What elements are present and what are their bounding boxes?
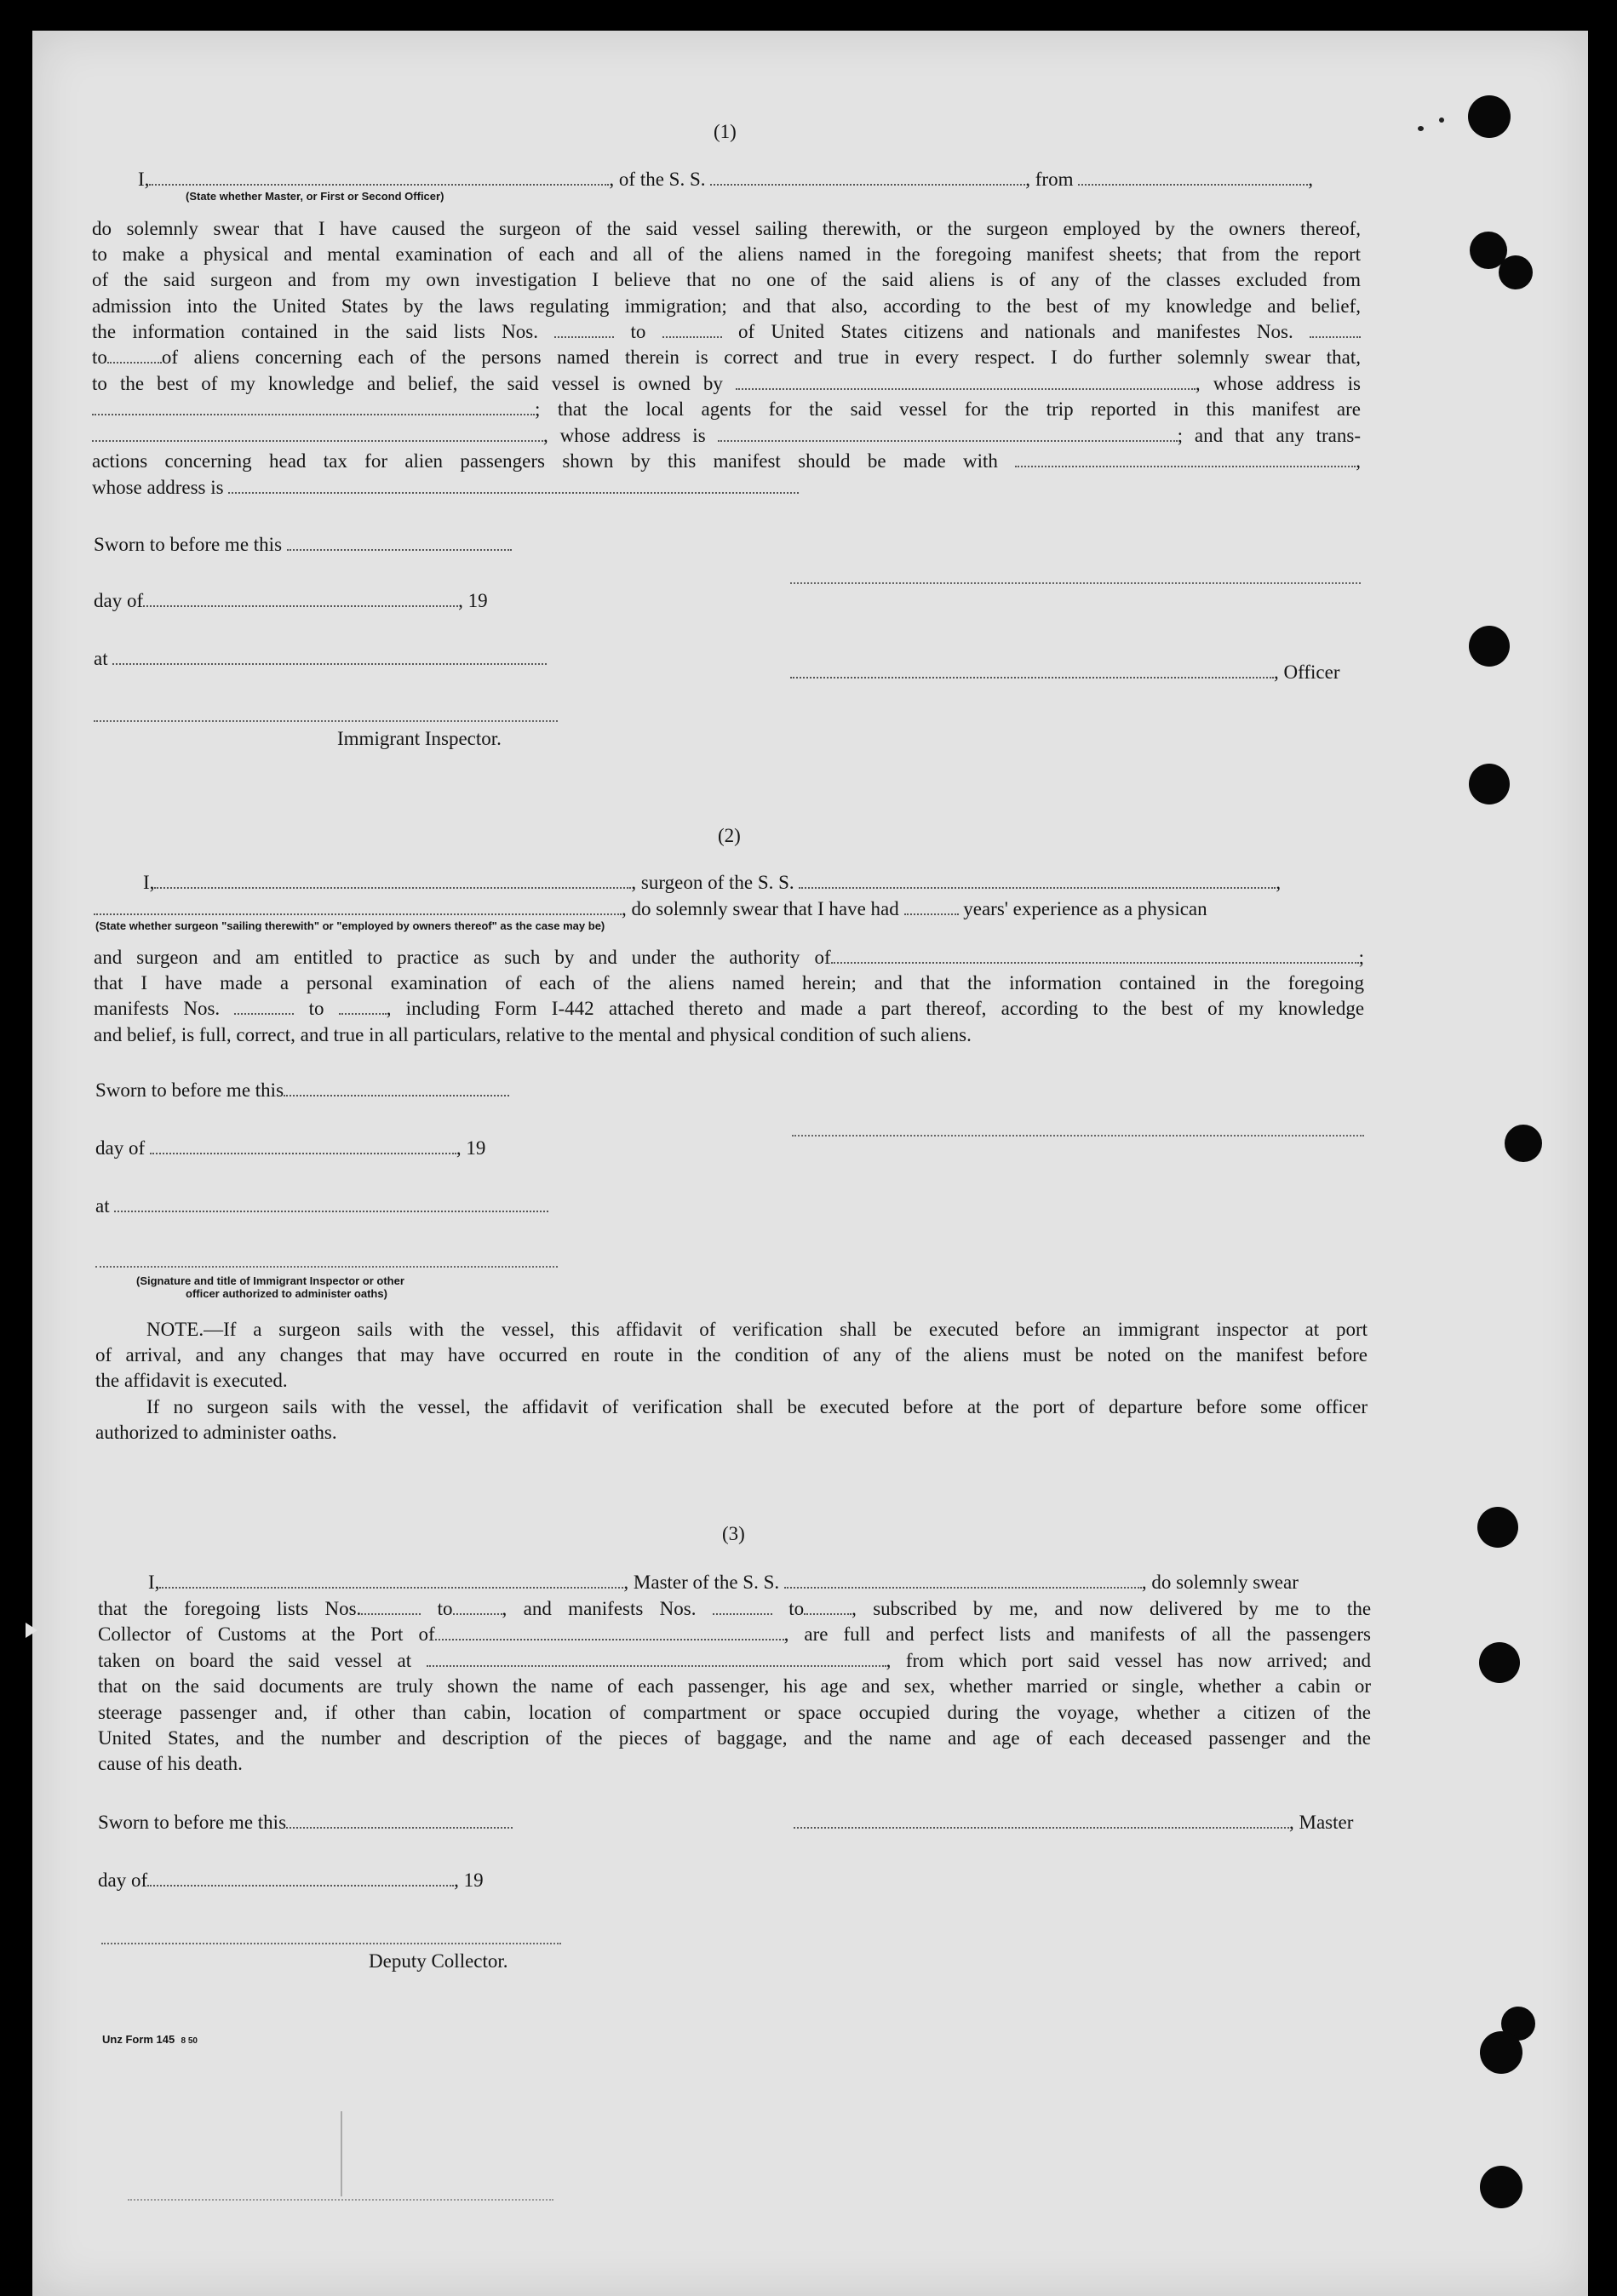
s2-at: at [95, 1194, 548, 1220]
officer-note: (State whether Master, or First or Second Officer) [186, 190, 444, 203]
edge-notch [26, 1623, 37, 1638]
s3-collector-line[interactable] [101, 1943, 561, 1944]
s1-sworn-date-field[interactable] [287, 548, 512, 551]
punch-hole [1505, 1125, 1542, 1162]
s2-day-field[interactable] [150, 1152, 456, 1154]
s3-sworn-date-field[interactable] [286, 1826, 513, 1829]
manifests-from-field[interactable] [1310, 335, 1361, 338]
section-3-number: (3) [722, 1523, 745, 1544]
s1-day: day of , 19 [94, 590, 488, 611]
s3-line-1: I, , Master of the S. S. , do solemnly swear [148, 1572, 1299, 1593]
punch-hole [1479, 1642, 1520, 1683]
s1-text-l3: of the said surgeon and from my own investigation I believe that no one of the said aliens is of any of the classes excluded from [92, 269, 1361, 290]
s2-ship-field[interactable] [799, 886, 1276, 889]
punch-hole [1469, 764, 1510, 804]
head-tax-field[interactable] [1015, 465, 1356, 467]
embark-port-field[interactable] [427, 1664, 886, 1667]
s1-signature-line[interactable] [790, 582, 1361, 584]
s2-sworn-date-field[interactable] [284, 1094, 509, 1096]
agents-address-field[interactable] [718, 439, 1178, 442]
s2-line-4: that I have made a personal examination of each of the aliens named herein; and that the information contained in the foregoing [94, 972, 1364, 993]
master-name-field[interactable] [159, 1586, 623, 1589]
punch-hole [1469, 626, 1510, 667]
s3-line-5: that on the said documents are truly shown the name of each passenger, his age and sex, whether married or single, whether a cabin or [98, 1675, 1371, 1697]
s2-line-2: , do solemnly swear that I have had years' experience as a physican [94, 896, 1364, 923]
s3-manifests-from-field[interactable] [713, 1612, 772, 1615]
faint-bottom-line [128, 2199, 553, 2201]
owner-field[interactable] [736, 387, 1196, 390]
s1-officer-line: , Officer [790, 660, 1339, 686]
s2-note-p2-l2: authorized to administer oaths. [95, 1422, 337, 1443]
lists-to-field[interactable] [662, 335, 722, 338]
s2-line-1: I, , surgeon of the S. S. , [143, 872, 1282, 893]
s1-day-field[interactable] [143, 604, 458, 607]
punch-hole [1477, 1507, 1518, 1548]
s3-manifests-to-field[interactable] [804, 1612, 852, 1615]
s3-lists-to-field[interactable] [453, 1612, 502, 1615]
s2-line-3: and surgeon and am entitled to practice as such by and under the authority of ; [94, 947, 1364, 968]
s3-line-2: that the foregoing lists Nos. to , and manifests Nos. to , subscribed by me, and now delivered by me to the [98, 1598, 1372, 1619]
punch-hole [1480, 2031, 1522, 2074]
s2-sworn: Sworn to before me this [95, 1078, 509, 1104]
s2-officer-signature-line[interactable] [95, 1266, 558, 1268]
s3-master-line: , Master [794, 1810, 1353, 1836]
s3-master-signature-field[interactable] [794, 1826, 1289, 1829]
s1-text-l10: actions concerning head tax for alien passengers shown by this manifest should be made with , [92, 450, 1362, 472]
s1-text-l5: the information contained in the said lists Nos. to of United States citizens and nationals and manifestes Nos. [92, 319, 1361, 346]
s1-inspector-label: Immigrant Inspector. [337, 728, 502, 749]
authority-field[interactable] [831, 961, 1359, 964]
officer-field[interactable] [149, 183, 609, 186]
port-field[interactable] [435, 1638, 784, 1640]
s2-note-p2-l1: If no surgeon sails with the vessel, the affidavit of verification shall be executed before at the port of departure before some officer [146, 1396, 1368, 1417]
s1-officer-field[interactable] [790, 676, 1274, 678]
faint-bottom-mark [341, 2111, 342, 2196]
s3-day: day of , 19 [98, 1869, 484, 1891]
punch-hole [1480, 2166, 1522, 2208]
s1-inspector-line[interactable] [94, 720, 558, 722]
s1-text-l6: to of aliens concerning each of the persons named therein is correct and true in every respect. I do further solemnly swear that, [92, 346, 1361, 368]
s3-sworn: Sworn to before me this [98, 1810, 513, 1836]
s2-signature-line[interactable] [792, 1135, 1364, 1137]
years-field[interactable] [904, 913, 959, 915]
s2-note-p1-l3: the affidavit is executed. [95, 1370, 288, 1391]
s3-line-4: taken on board the said vessel at , from which port said vessel has now arrived; and [98, 1650, 1371, 1671]
s3-line-3: Collector of Customs at the Port of , are full and perfect lists and manifests of all the passengers [98, 1623, 1372, 1645]
punch-hole [1468, 95, 1511, 138]
owner-address-field[interactable] [92, 413, 535, 415]
s1-text-l9: , whose address is ; and that any trans- [92, 423, 1361, 449]
s1-at-field[interactable] [112, 662, 547, 665]
s3-line-8: cause of his death. [98, 1753, 243, 1774]
s3-line-6: steerage passenger and, if other than cabin, location of compartment or space occupied during the voyage, whether a citizen of the [98, 1702, 1371, 1723]
s1-text-l11: whose address is [92, 475, 799, 501]
s2-line-5: manifests Nos. to , including Form I-442 attached thereto and made a part thereof, according to the best of my knowledge [94, 998, 1365, 1019]
section-1-number: (1) [714, 121, 737, 142]
from-port-field[interactable] [1078, 183, 1308, 186]
s1-text-l7: to the best of my knowledge and belief, the said vessel is owned by , whose address is [92, 373, 1361, 394]
agents-field[interactable] [92, 439, 543, 442]
s3-line-7: United States, and the number and description of the pieces of baggage, and the name and age of each deceased passenger and the [98, 1727, 1371, 1749]
s2-sig-caption-2: officer authorized to administer oaths) [186, 1287, 387, 1300]
s1-line-officer: I, , of the S. S. , from , [138, 169, 1313, 190]
form-number: Unz Form 145 8 50 [102, 2033, 198, 2046]
s1-text-l4: admission into the United States by the laws regulating immigration; and that also, according to the best of my knowledge and belief, [92, 295, 1361, 317]
s2-manifests-from-field[interactable] [234, 1012, 294, 1015]
head-tax-address-field[interactable] [228, 491, 799, 494]
s2-sig-caption-1: (Signature and title of Immigrant Inspector or other [136, 1274, 404, 1287]
surgeon-note: (State whether surgeon "sailing therewith" or "employed by owners thereof" as the case may be) [95, 919, 605, 932]
s2-day: day of , 19 [95, 1137, 486, 1159]
s1-at: at [94, 646, 547, 673]
s2-note-p1-l1: NOTE.—If a surgeon sails with the vessel, this affidavit of verification shall be executed before an immigrant inspector at port [146, 1319, 1368, 1340]
speck [1418, 126, 1424, 131]
s3-ship-field[interactable] [784, 1586, 1142, 1589]
s1-sworn: Sworn to before me this [94, 532, 512, 558]
s2-line-6: and belief, is full, correct, and true in all particulars, relative to the mental and physical condition of such aliens. [94, 1024, 972, 1045]
lists-from-field[interactable] [554, 335, 614, 338]
surgeon-name-field[interactable] [154, 886, 631, 889]
s3-deputy-label: Deputy Collector. [369, 1950, 508, 1972]
ship-name-field[interactable] [710, 183, 1025, 186]
s2-manifests-to-field[interactable] [339, 1012, 387, 1015]
s2-at-field[interactable] [114, 1210, 548, 1212]
s3-day-field[interactable] [147, 1884, 454, 1887]
surgeon-status-field[interactable] [94, 913, 622, 915]
speck [1439, 117, 1444, 123]
s1-text-l8: ; that the local agents for the said vessel for the trip reported in this manifest are [92, 397, 1361, 423]
s1-text-l1: do solemnly swear that I have caused the surgeon of the said vessel sailing therewith, or the surgeon employed by the owners thereof, [92, 218, 1361, 239]
s1-text-l2: to make a physical and mental examination of each and all of the aliens named in the foregoing manifest sheets; that from the report [92, 243, 1361, 265]
section-2-number: (2) [718, 825, 741, 846]
punch-hole [1499, 255, 1533, 289]
manifests-to-field[interactable] [107, 361, 162, 364]
s2-note-p1-l2: of arrival, and any changes that may have occurred en route in the condition of any of the aliens must be noted on the manifest before [95, 1344, 1368, 1366]
s3-lists-from-field[interactable] [361, 1612, 421, 1615]
